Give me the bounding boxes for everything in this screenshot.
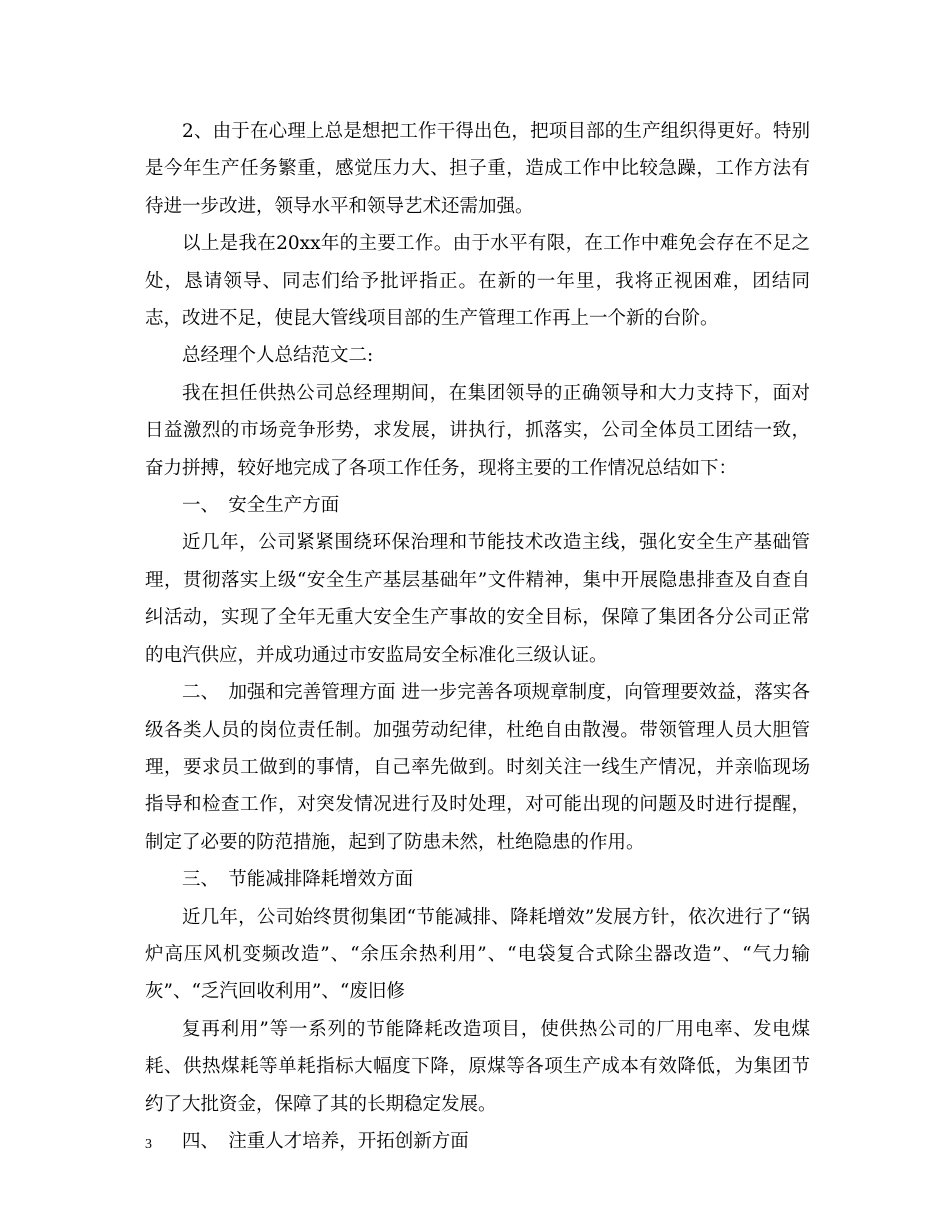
document-body <box>145 113 810 1160</box>
paragraph-shortcomings: 2、由于在心理上总是想把工作干得出色，把项目部的生产组织得更好。特别是今年生产任务繁重，感觉压力大、担子重，造成工作中比较急躁，工作方法有待进一步改进，领导水平和领导艺术还需加强。 <box>145 121 810 217</box>
heading-energy-saving: 三、 节能减排降耗增效方面 <box>182 869 414 891</box>
paragraph-introduction: 我在担任供热公司总经理期间，在集团领导的正确领导和大力支持下，面对日益激烈的市场竞争形势，求发展，讲执行，抓落实，公司全体员工团结一致，奋力拼搏，较好地完成了各项工作任务，现将主要的工作情况总结如下： <box>145 382 810 479</box>
paragraph-safety-production: 近几年，公司紧紧围绕环保治理和节能技术改造主线，强化安全生产基础管理，贯彻落实上级“安全生产基层基础年”文件精神，集中开展隐患排查及自查自纠活动，实现了全年无重大安全生产事故的安全目标，保障了集团各分公司正常的电汽供应，并成功通过市安监局安全标准化三级认证。 <box>145 532 810 666</box>
paragraph-closing: 以上是我在20xx年的主要工作。由于水平有限，在工作中难免会存在不足之处，恳请领导、同志们给予批评指正。在新的一年里，我将正视困难，团结同志，改进不足，使昆大管线项目部的生产管理工作再上一个新的台阶。 <box>145 233 810 330</box>
heading-safety-production: 一、 安全生产方面 <box>182 495 340 517</box>
section-title-sample-two: 总经理个人总结范文二: <box>182 345 374 367</box>
paragraph-energy-saving-part-2: 复再利用”等一系列的节能降耗改造项目，使供热公司的厂用电率、发电煤耗、供热煤耗等单耗指标大幅度下降，原煤等各项生产成本有效降低，为集团节约了大批资金，保障了其的长期稳定发展。 <box>145 1018 810 1115</box>
paragraph-management: 二、 加强和完善管理方面 进一步完善各项规章制度，向管理要效益，落实各级各类人员的岗位责任制。加强劳动纪律，杜绝自由散漫。带领管理人员大胆管理，要求员工做到的事情，自己率先做到。时刻关注一线生产情况，并亲临现场指导和检查工作，对突发情况进行及时处理，对可能出现的问题及时进行提醒，制定了必要的防范措施，起到了防患未然，杜绝隐患的作用。 <box>145 682 810 853</box>
page-number: 3 <box>145 1137 152 1152</box>
heading-talent-innovation: 四、 注重人才培养，开拓创新方面 <box>182 1130 469 1152</box>
paragraph-energy-saving-part-1: 近几年，公司始终贯彻集团“节能减排、降耗增效”发展方针，依次进行了“锅炉高压风机变频改造”、“余压余热利用”、“电袋复合式除尘器改造”、“气力输灰”、“乏汽回收利用”、“废旧修 <box>145 906 810 1003</box>
